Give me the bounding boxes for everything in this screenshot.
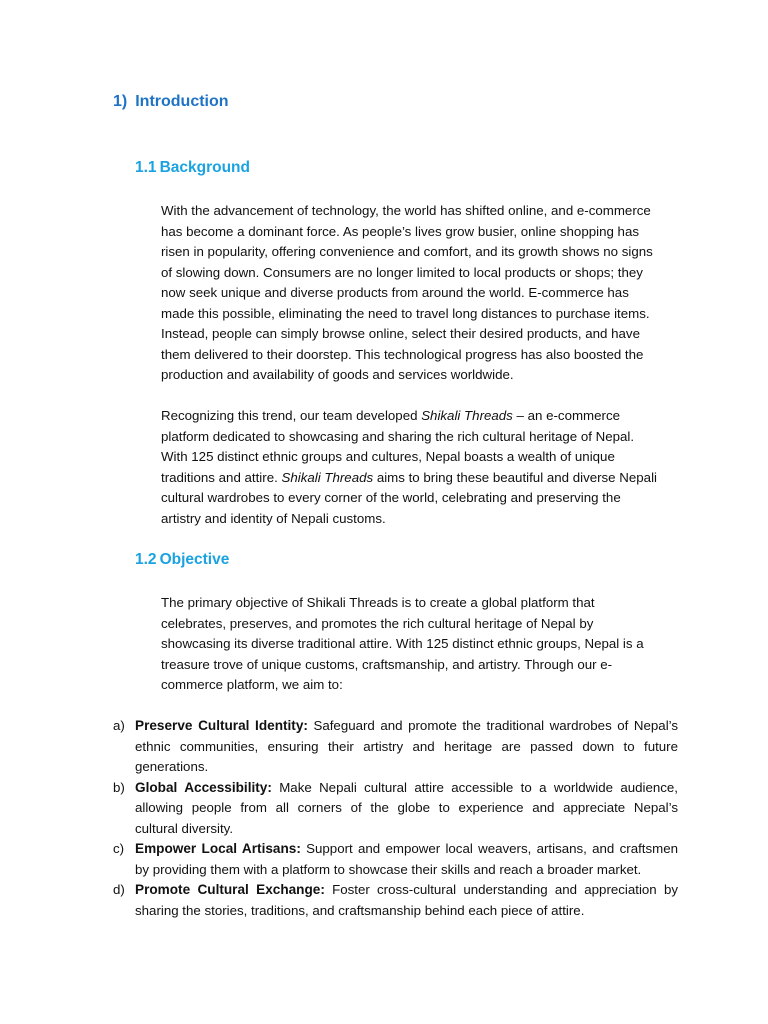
text-run: Recognizing this trend, our team developed: [161, 408, 422, 423]
list-marker: b): [113, 779, 125, 795]
objectives-list: [113, 716, 678, 921]
text-line: cultural wardrobes to every corner of the world, celebrating and preserving the: [161, 490, 621, 505]
text-line: artistry and identity of Nepali customs.: [161, 510, 386, 526]
text-line: showcasing its diverse traditional attire. With 125 distinct ethnic groups, Nepal is a: [161, 636, 644, 651]
list-item-term: Promote Cultural Exchange:: [135, 882, 325, 897]
text-line: by providing them with a platform to showcase their skills and reach a broader market.: [135, 861, 642, 877]
text-line: With the advancement of technology, the world has shifted online, and e-commerce: [161, 203, 651, 218]
text-line: [135, 778, 678, 799]
text-line: Instead, people can simply browse online, select their desired products, and have: [161, 326, 640, 341]
list-item-term: Empower Local Artisans:: [135, 841, 301, 856]
text-line: [135, 716, 678, 737]
list-item-body: [135, 778, 678, 840]
text-line: cultural diversity.: [135, 820, 234, 836]
list-marker: c): [113, 841, 125, 856]
text-line: now seek unique and diverse products from around the world. E-commerce has: [161, 285, 629, 300]
text-line: [161, 468, 681, 489]
heading-background: [135, 159, 250, 177]
brand-name: Shikali Threads: [421, 408, 513, 423]
text-line: production and availability of goods and services worldwide.: [161, 367, 514, 382]
text-line: [161, 406, 681, 427]
heading-number: 1.1: [135, 159, 157, 176]
list-item-body: [135, 880, 678, 921]
text-line: generations.: [135, 759, 209, 774]
text-run: Safeguard and promote the traditional wardrobes of Nepal’s: [307, 718, 679, 733]
list-item: [113, 716, 678, 778]
list-item-body: [135, 716, 678, 778]
text-line: them delivered to their doorstep. This technological progress has also boosted the: [161, 346, 644, 362]
list-marker: d): [113, 882, 125, 897]
text-line: has become a dominant force. As people’s lives grow busier, online shopping has: [161, 223, 639, 239]
text-line: made this possible, eliminating the need to travel long distances to purchase items.: [161, 305, 650, 321]
background-paragraph-2: [161, 406, 681, 529]
text-line: celebrates, preserves, and promotes the rich cultural heritage of Nepal by: [161, 615, 594, 631]
text-run: Foster cross-cultural understanding and appreciation by: [324, 882, 678, 897]
list-item: [113, 880, 678, 921]
text-line: The primary objective of Shikali Threads is to create a global platform that: [161, 595, 595, 610]
background-paragraph-1: [161, 201, 681, 386]
text-run: Support and empower local weavers, artisans, and craftsmen: [300, 841, 678, 856]
list-item-term: Global Accessibility:: [135, 779, 272, 795]
text-line: [135, 880, 678, 901]
text-line: ethnic communities, ensuring their artistry and heritage are passed down to future: [135, 738, 678, 754]
text-line: commerce platform, we aim to:: [161, 677, 343, 692]
text-run: traditions and attire.: [161, 469, 282, 485]
list-marker: a): [113, 718, 125, 733]
text-line: [135, 839, 678, 860]
objective-paragraph: [161, 593, 681, 696]
text-line: treasure trove of unique customs, craftsmanship, and artistry. Through our e-: [161, 656, 613, 672]
heading-objective: [135, 551, 229, 569]
text-run: – an e-commerce: [512, 408, 620, 423]
heading-number: 1.2: [135, 551, 157, 568]
text-line: allowing people from all corners of the globe to experience and appreciate Nepal’s: [135, 800, 678, 815]
heading-title: Background: [159, 159, 250, 176]
list-item: [113, 778, 678, 840]
heading-number: 1): [113, 93, 128, 110]
text-run: aims to bring these beautiful and diverse Nepali: [373, 469, 657, 485]
brand-name: Shikali Threads: [281, 469, 374, 485]
text-line: risen in popularity, offering convenience and comfort, and its growth shows no signs: [161, 244, 653, 259]
text-run: Make Nepali cultural attire accessible to a worldwide audience,: [271, 779, 678, 795]
list-item: [113, 839, 678, 880]
text-line: sharing the stories, traditions, and craftsmanship behind each piece of attire.: [135, 902, 585, 918]
heading-introduction: [113, 93, 229, 111]
heading-title: Objective: [159, 551, 230, 568]
text-line: platform dedicated to showcasing and sharing the rich cultural heritage of Nepal.: [161, 428, 635, 444]
text-line: With 125 distinct ethnic groups and cultures, Nepal boasts a wealth of unique: [161, 449, 615, 464]
text-line: of slowing down. Consumers are no longer limited to local products or shops; they: [161, 264, 643, 280]
list-item-body: [135, 839, 678, 880]
list-item-term: Preserve Cultural Identity:: [135, 718, 308, 733]
heading-title: Introduction: [135, 93, 229, 110]
